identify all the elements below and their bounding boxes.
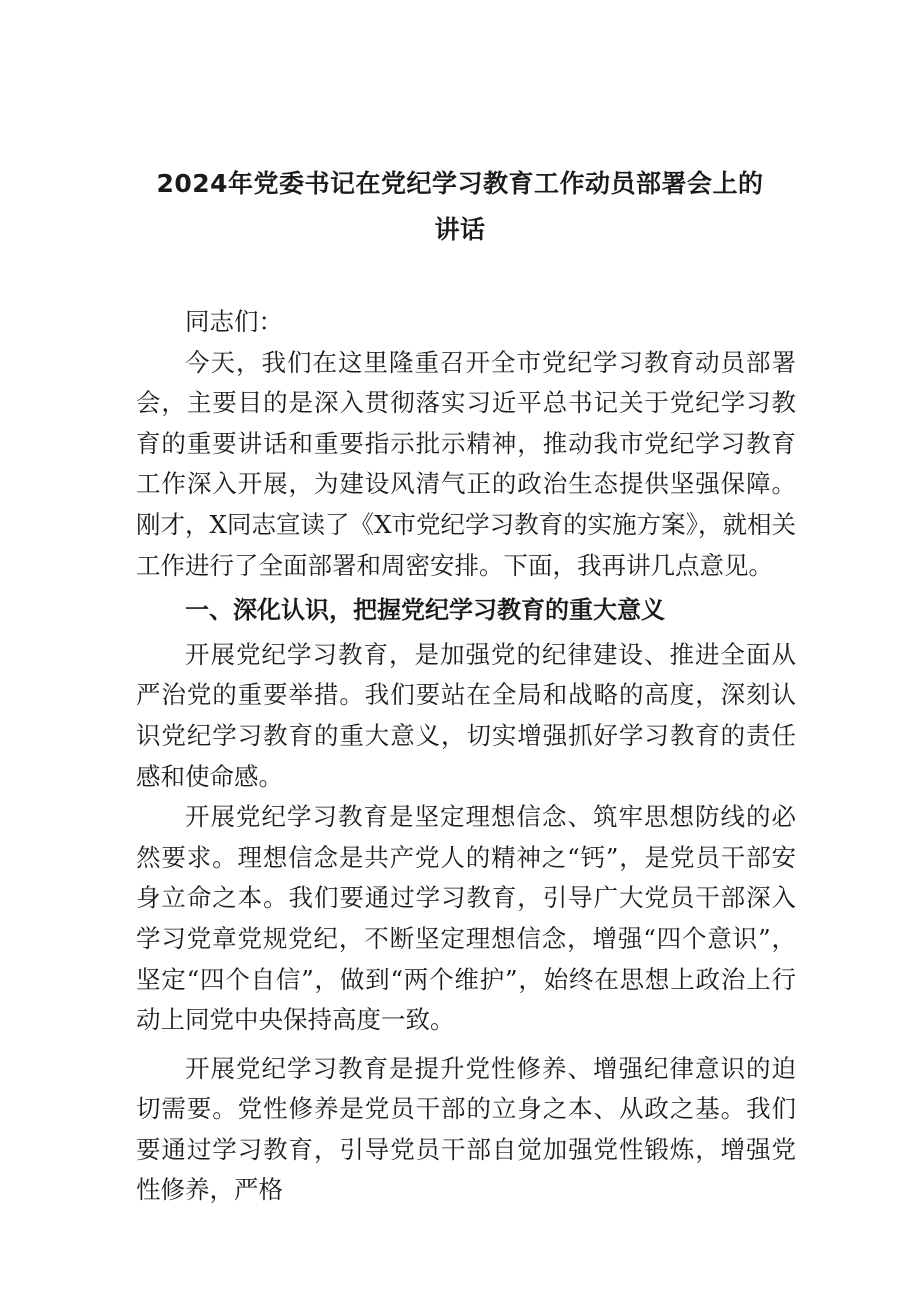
title-line-2: 讲话 [434,215,486,244]
document-title [0,168,920,244]
title-line-1: 2024年党委书记在党纪学习教育工作动员部署会上的 [156,169,764,198]
paragraph: 开展党纪学习教育是提升党性修养、增强纪律意识的迫切需要。党性修养是党员干部的立身之本、从政之基。我们要通过学习教育，引导党员干部自觉加强党性锻炼，增强党性修养，严格 [136,1053,796,1205]
section-heading-1: 一、深化认识，把握党纪学习教育的重大意义 [185,596,665,625]
paragraph: 开展党纪学习教育是坚定理想信念、筑牢思想防线的必然要求。理想信念是共产党人的精神之“钙”，是党员干部安身立命之本。我们要通过学习教育，引导广大党员干部深入学习党章党规党纪，不断坚定理想信念，增强“四个意识”，坚定“四个自信”，做到“两个维护”，始终在思想上政治上行动上同党中央保持高度一致。 [136,802,796,1035]
document-body [136,302,796,1211]
salutation: 同志们： [185,307,283,336]
paragraph-intro: 今天，我们在这里隆重召开全市党纪学习教育动员部署会，主要目的是深入贯彻落实习近平总书记关于党纪学习教育的重要讲话和重要指示批示精神，推动我市党纪学习教育工作深入开展，为建设风清气正的政治生态提供坚强保障。刚才，X同志宣读了《X市党纪学习教育的实施方案》，就相关工作进行了全面部署和周密安排。下面，我再讲几点意见。 [136,347,796,580]
paragraph: 开展党纪学习教育，是加强党的纪律建设、推进全面从严治党的重要举措。我们要站在全局和战略的高度，深刻认识党纪学习教育的重大意义，切实增强抓好学习教育的责任感和使命感。 [136,639,796,791]
